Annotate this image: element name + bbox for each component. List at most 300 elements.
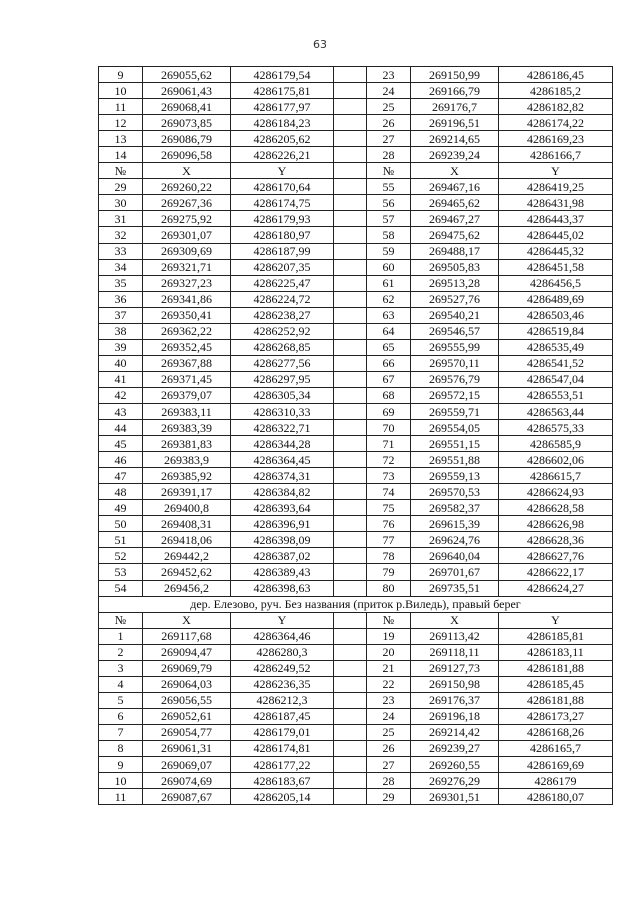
table-row xyxy=(99,740,613,756)
x-coordinate: 269383,39 xyxy=(143,420,231,436)
x-coordinate: 269559,71 xyxy=(411,403,499,419)
x-coordinate: 269456,2 xyxy=(143,580,231,596)
table-row xyxy=(99,708,613,724)
x-coordinate: 269540,21 xyxy=(411,307,499,323)
point-number: 19 xyxy=(367,628,411,644)
spacer-cell xyxy=(334,259,367,275)
point-number: 40 xyxy=(99,355,143,371)
point-number: 61 xyxy=(367,275,411,291)
y-coordinate: 4286183,67 xyxy=(231,773,334,789)
table-row xyxy=(99,628,613,644)
x-coordinate: 269572,15 xyxy=(411,387,499,403)
x-coordinate: 269074,69 xyxy=(143,773,231,789)
spacer-cell xyxy=(334,211,367,227)
table-row xyxy=(99,484,613,500)
point-number: 5 xyxy=(99,692,143,708)
point-number: 34 xyxy=(99,259,143,275)
y-coordinate: 4286541,52 xyxy=(499,355,613,371)
y-coordinate: 4286419,25 xyxy=(499,179,613,195)
point-number: 41 xyxy=(99,371,143,387)
point-number: 22 xyxy=(367,676,411,692)
point-number: 30 xyxy=(99,195,143,211)
x-coordinate: 269260,55 xyxy=(411,757,499,773)
x-coordinate: 269624,76 xyxy=(411,532,499,548)
y-coordinate: 4286503,46 xyxy=(499,307,613,323)
spacer-cell xyxy=(334,243,367,259)
point-number: 4 xyxy=(99,676,143,692)
point-number: 35 xyxy=(99,275,143,291)
point-number: 62 xyxy=(367,291,411,307)
x-coordinate: 269475,62 xyxy=(411,227,499,243)
coordinates-table xyxy=(98,66,613,805)
point-number: 28 xyxy=(367,147,411,163)
point-number: 77 xyxy=(367,532,411,548)
point-number: 50 xyxy=(99,516,143,532)
spacer-cell xyxy=(334,147,367,163)
point-number: 10 xyxy=(99,773,143,789)
point-number: 73 xyxy=(367,468,411,484)
y-coordinate: 4286489,69 xyxy=(499,291,613,307)
y-coordinate: 4286174,81 xyxy=(231,740,334,756)
y-coordinate: 4286624,93 xyxy=(499,484,613,500)
table-row xyxy=(99,436,613,452)
spacer-cell xyxy=(334,724,367,740)
x-coordinate: 269275,92 xyxy=(143,211,231,227)
y-coordinate: 4286445,02 xyxy=(499,227,613,243)
y-coordinate: 4286553,51 xyxy=(499,387,613,403)
y-coordinate: 4286364,45 xyxy=(231,452,334,468)
x-coordinate: 269087,67 xyxy=(143,789,231,805)
point-number: 39 xyxy=(99,339,143,355)
x-coordinate: 269196,51 xyxy=(411,115,499,131)
table-row xyxy=(99,452,613,468)
y-coordinate: 4286177,22 xyxy=(231,757,334,773)
spacer-cell xyxy=(334,660,367,676)
point-number: 75 xyxy=(367,500,411,516)
spacer-cell xyxy=(334,227,367,243)
x-coordinate: 269054,77 xyxy=(143,724,231,740)
y-coordinate: 4286238,27 xyxy=(231,307,334,323)
y-coordinate: 4286179,93 xyxy=(231,211,334,227)
spacer-cell xyxy=(334,387,367,403)
y-coordinate: 4286374,31 xyxy=(231,468,334,484)
table-row xyxy=(99,403,613,419)
y-coordinate: 4286165,7 xyxy=(499,740,613,756)
x-coordinate: 269640,04 xyxy=(411,548,499,564)
y-coordinate: 4286519,84 xyxy=(499,323,613,339)
point-number: 26 xyxy=(367,740,411,756)
spacer-cell xyxy=(334,323,367,339)
table-row xyxy=(99,532,613,548)
x-coordinate: 269452,62 xyxy=(143,564,231,580)
x-coordinate: 269371,45 xyxy=(143,371,231,387)
x-coordinate: 269166,79 xyxy=(411,83,499,99)
point-number: 78 xyxy=(367,548,411,564)
x-coordinate: 269196,18 xyxy=(411,708,499,724)
x-coordinate: 269467,16 xyxy=(411,179,499,195)
point-number: 27 xyxy=(367,131,411,147)
x-coordinate: 269052,61 xyxy=(143,708,231,724)
point-number: 1 xyxy=(99,628,143,644)
point-number: 38 xyxy=(99,323,143,339)
y-coordinate: 4286384,82 xyxy=(231,484,334,500)
point-number: 33 xyxy=(99,243,143,259)
x-coordinate: 269362,22 xyxy=(143,323,231,339)
y-coordinate: 4286186,45 xyxy=(499,67,613,83)
spacer-cell xyxy=(334,179,367,195)
spacer-cell xyxy=(334,548,367,564)
x-coordinate: 269276,29 xyxy=(411,773,499,789)
y-coordinate: 4286179,01 xyxy=(231,724,334,740)
table-row xyxy=(99,789,613,805)
x-coordinate: 269117,68 xyxy=(143,628,231,644)
header-number: № xyxy=(99,612,143,628)
x-coordinate: 269570,53 xyxy=(411,484,499,500)
point-number: 67 xyxy=(367,371,411,387)
header-x: X xyxy=(143,612,231,628)
x-coordinate: 269352,45 xyxy=(143,339,231,355)
section-caption: дер. Елезово, руч. Без названия (приток р.Виледь), правый берег xyxy=(99,596,613,612)
table-row xyxy=(99,67,613,83)
y-coordinate: 4286445,32 xyxy=(499,243,613,259)
x-coordinate: 269267,36 xyxy=(143,195,231,211)
y-coordinate: 4286396,91 xyxy=(231,516,334,532)
x-coordinate: 269061,43 xyxy=(143,83,231,99)
x-coordinate: 269551,88 xyxy=(411,452,499,468)
point-number: 57 xyxy=(367,211,411,227)
x-coordinate: 269094,47 xyxy=(143,644,231,660)
y-coordinate: 4286398,63 xyxy=(231,580,334,596)
x-coordinate: 269391,17 xyxy=(143,484,231,500)
point-number: 80 xyxy=(367,580,411,596)
y-coordinate: 4286185,45 xyxy=(499,676,613,692)
point-number: 51 xyxy=(99,532,143,548)
y-coordinate: 4286181,88 xyxy=(499,660,613,676)
table-row xyxy=(99,660,613,676)
x-coordinate: 269385,92 xyxy=(143,468,231,484)
x-coordinate: 269069,79 xyxy=(143,660,231,676)
table-row xyxy=(99,227,613,243)
spacer-cell xyxy=(334,676,367,692)
x-coordinate: 269400,8 xyxy=(143,500,231,516)
y-coordinate: 4286585,9 xyxy=(499,436,613,452)
x-coordinate: 269551,15 xyxy=(411,436,499,452)
spacer-cell xyxy=(334,580,367,596)
x-coordinate: 269418,06 xyxy=(143,532,231,548)
table-row xyxy=(99,500,613,516)
point-number: 48 xyxy=(99,484,143,500)
y-coordinate: 4286169,23 xyxy=(499,131,613,147)
y-coordinate: 4286389,43 xyxy=(231,564,334,580)
table-row xyxy=(99,195,613,211)
x-coordinate: 269127,73 xyxy=(411,660,499,676)
x-coordinate: 269061,31 xyxy=(143,740,231,756)
x-coordinate: 269381,83 xyxy=(143,436,231,452)
point-number: 47 xyxy=(99,468,143,484)
y-coordinate: 4286305,34 xyxy=(231,387,334,403)
y-coordinate: 4286322,71 xyxy=(231,420,334,436)
y-coordinate: 4286173,27 xyxy=(499,708,613,724)
y-coordinate: 4286182,82 xyxy=(499,99,613,115)
spacer-cell xyxy=(334,67,367,83)
y-coordinate: 4286628,36 xyxy=(499,532,613,548)
y-coordinate: 4286180,97 xyxy=(231,227,334,243)
x-coordinate: 269239,24 xyxy=(411,147,499,163)
spacer-cell xyxy=(334,403,367,419)
table-row xyxy=(99,147,613,163)
header-y: Y xyxy=(231,163,334,179)
table-row xyxy=(99,243,613,259)
table-row xyxy=(99,564,613,580)
header-y: Y xyxy=(499,612,613,628)
y-coordinate: 4286187,45 xyxy=(231,708,334,724)
point-number: 79 xyxy=(367,564,411,580)
x-coordinate: 269527,76 xyxy=(411,291,499,307)
y-coordinate: 4286170,64 xyxy=(231,179,334,195)
point-number: 31 xyxy=(99,211,143,227)
point-number: 25 xyxy=(367,99,411,115)
point-number: 49 xyxy=(99,500,143,516)
point-number: 46 xyxy=(99,452,143,468)
y-coordinate: 4286177,97 xyxy=(231,99,334,115)
spacer-cell xyxy=(334,500,367,516)
y-coordinate: 4286575,33 xyxy=(499,420,613,436)
x-coordinate: 269350,41 xyxy=(143,307,231,323)
spacer-cell xyxy=(334,532,367,548)
x-coordinate: 269069,07 xyxy=(143,757,231,773)
point-number: 55 xyxy=(367,179,411,195)
point-number: 54 xyxy=(99,580,143,596)
x-coordinate: 269073,85 xyxy=(143,115,231,131)
x-coordinate: 269408,31 xyxy=(143,516,231,532)
point-number: 59 xyxy=(367,243,411,259)
x-coordinate: 269488,17 xyxy=(411,243,499,259)
y-coordinate: 4286387,02 xyxy=(231,548,334,564)
y-coordinate: 4286451,58 xyxy=(499,259,613,275)
y-coordinate: 4286212,3 xyxy=(231,692,334,708)
point-number: 72 xyxy=(367,452,411,468)
x-coordinate: 269341,86 xyxy=(143,291,231,307)
table-row xyxy=(99,371,613,387)
x-coordinate: 269150,98 xyxy=(411,676,499,692)
x-coordinate: 269056,55 xyxy=(143,692,231,708)
spacer-cell xyxy=(334,291,367,307)
table-row xyxy=(99,355,613,371)
y-coordinate: 4286184,23 xyxy=(231,115,334,131)
point-number: 24 xyxy=(367,83,411,99)
y-coordinate: 4286628,58 xyxy=(499,500,613,516)
point-number: 58 xyxy=(367,227,411,243)
spacer-cell xyxy=(334,275,367,291)
x-coordinate: 269068,41 xyxy=(143,99,231,115)
point-number: 56 xyxy=(367,195,411,211)
spacer-cell xyxy=(334,195,367,211)
y-coordinate: 4286183,11 xyxy=(499,644,613,660)
spacer-cell xyxy=(334,83,367,99)
table-row xyxy=(99,259,613,275)
point-number: 74 xyxy=(367,484,411,500)
x-coordinate: 269467,27 xyxy=(411,211,499,227)
point-number: 20 xyxy=(367,644,411,660)
x-coordinate: 269570,11 xyxy=(411,355,499,371)
spacer-cell xyxy=(334,420,367,436)
point-number: 9 xyxy=(99,757,143,773)
point-number: 32 xyxy=(99,227,143,243)
y-coordinate: 4286180,07 xyxy=(499,789,613,805)
table-row xyxy=(99,339,613,355)
point-number: 29 xyxy=(99,179,143,195)
y-coordinate: 4286627,76 xyxy=(499,548,613,564)
spacer-cell xyxy=(334,612,367,628)
x-coordinate: 269214,42 xyxy=(411,724,499,740)
point-number: 44 xyxy=(99,420,143,436)
y-coordinate: 4286602,06 xyxy=(499,452,613,468)
spacer-cell xyxy=(334,516,367,532)
point-number: 26 xyxy=(367,115,411,131)
x-coordinate: 269379,07 xyxy=(143,387,231,403)
point-number: 10 xyxy=(99,83,143,99)
y-coordinate: 4286297,95 xyxy=(231,371,334,387)
header-number: № xyxy=(367,163,411,179)
point-number: 25 xyxy=(367,724,411,740)
point-number: 64 xyxy=(367,323,411,339)
spacer-cell xyxy=(334,131,367,147)
header-number: № xyxy=(99,163,143,179)
spacer-cell xyxy=(334,371,367,387)
point-number: 14 xyxy=(99,147,143,163)
table-row xyxy=(99,291,613,307)
y-coordinate: 4286224,72 xyxy=(231,291,334,307)
point-number: 45 xyxy=(99,436,143,452)
x-coordinate: 269367,88 xyxy=(143,355,231,371)
spacer-cell xyxy=(334,484,367,500)
y-coordinate: 4286624,27 xyxy=(499,580,613,596)
point-number: 29 xyxy=(367,789,411,805)
y-coordinate: 4286168,26 xyxy=(499,724,613,740)
x-coordinate: 269309,69 xyxy=(143,243,231,259)
x-coordinate: 269321,71 xyxy=(143,259,231,275)
point-number: 76 xyxy=(367,516,411,532)
x-coordinate: 269327,23 xyxy=(143,275,231,291)
spacer-cell xyxy=(334,339,367,355)
point-number: 11 xyxy=(99,789,143,805)
spacer-cell xyxy=(334,99,367,115)
y-coordinate: 4286547,04 xyxy=(499,371,613,387)
y-coordinate: 4286310,33 xyxy=(231,403,334,419)
table-row xyxy=(99,468,613,484)
x-coordinate: 269176,37 xyxy=(411,692,499,708)
table-row xyxy=(99,179,613,195)
point-number: 71 xyxy=(367,436,411,452)
page-number: 63 xyxy=(313,38,327,51)
y-coordinate: 4286187,99 xyxy=(231,243,334,259)
y-coordinate: 4286169,69 xyxy=(499,757,613,773)
header-x: X xyxy=(411,612,499,628)
x-coordinate: 269555,99 xyxy=(411,339,499,355)
x-coordinate: 269582,37 xyxy=(411,500,499,516)
caption-row xyxy=(99,596,613,612)
table-row xyxy=(99,773,613,789)
table-row xyxy=(99,516,613,532)
point-number: 13 xyxy=(99,131,143,147)
y-coordinate: 4286344,28 xyxy=(231,436,334,452)
y-coordinate: 4286443,37 xyxy=(499,211,613,227)
x-coordinate: 269465,62 xyxy=(411,195,499,211)
y-coordinate: 4286174,22 xyxy=(499,115,613,131)
spacer-cell xyxy=(334,773,367,789)
y-coordinate: 4286277,56 xyxy=(231,355,334,371)
spacer-cell xyxy=(334,468,367,484)
y-coordinate: 4286225,47 xyxy=(231,275,334,291)
x-coordinate: 269513,28 xyxy=(411,275,499,291)
table-row xyxy=(99,548,613,564)
point-number: 52 xyxy=(99,548,143,564)
spacer-cell xyxy=(334,757,367,773)
table-row xyxy=(99,757,613,773)
table-row xyxy=(99,724,613,740)
spacer-cell xyxy=(334,789,367,805)
x-coordinate: 269301,07 xyxy=(143,227,231,243)
point-number: 23 xyxy=(367,692,411,708)
spacer-cell xyxy=(334,644,367,660)
table-row xyxy=(99,420,613,436)
point-number: 42 xyxy=(99,387,143,403)
x-coordinate: 269064,03 xyxy=(143,676,231,692)
spacer-cell xyxy=(334,708,367,724)
header-number: № xyxy=(367,612,411,628)
table-row xyxy=(99,211,613,227)
x-coordinate: 269505,83 xyxy=(411,259,499,275)
point-number: 63 xyxy=(367,307,411,323)
x-coordinate: 269383,9 xyxy=(143,452,231,468)
y-coordinate: 4286205,14 xyxy=(231,789,334,805)
spacer-cell xyxy=(334,307,367,323)
y-coordinate: 4286280,3 xyxy=(231,644,334,660)
point-number: 36 xyxy=(99,291,143,307)
x-coordinate: 269442,2 xyxy=(143,548,231,564)
point-number: 11 xyxy=(99,99,143,115)
y-coordinate: 4286236,35 xyxy=(231,676,334,692)
header-row xyxy=(99,612,613,628)
point-number: 6 xyxy=(99,708,143,724)
y-coordinate: 4286207,35 xyxy=(231,259,334,275)
x-coordinate: 269576,79 xyxy=(411,371,499,387)
spacer-cell xyxy=(334,436,367,452)
x-coordinate: 269559,13 xyxy=(411,468,499,484)
point-number: 23 xyxy=(367,67,411,83)
table-row xyxy=(99,323,613,339)
y-coordinate: 4286398,09 xyxy=(231,532,334,548)
table-row xyxy=(99,644,613,660)
x-coordinate: 269113,42 xyxy=(411,628,499,644)
y-coordinate: 4286626,98 xyxy=(499,516,613,532)
x-coordinate: 269096,58 xyxy=(143,147,231,163)
point-number: 69 xyxy=(367,403,411,419)
spacer-cell xyxy=(334,564,367,580)
spacer-cell xyxy=(334,692,367,708)
point-number: 60 xyxy=(367,259,411,275)
spacer-cell xyxy=(334,355,367,371)
x-coordinate: 269150,99 xyxy=(411,67,499,83)
spacer-cell xyxy=(334,740,367,756)
table-row xyxy=(99,692,613,708)
x-coordinate: 269546,57 xyxy=(411,323,499,339)
point-number: 43 xyxy=(99,403,143,419)
point-number: 2 xyxy=(99,644,143,660)
y-coordinate: 4286166,7 xyxy=(499,147,613,163)
y-coordinate: 4286535,49 xyxy=(499,339,613,355)
point-number: 66 xyxy=(367,355,411,371)
